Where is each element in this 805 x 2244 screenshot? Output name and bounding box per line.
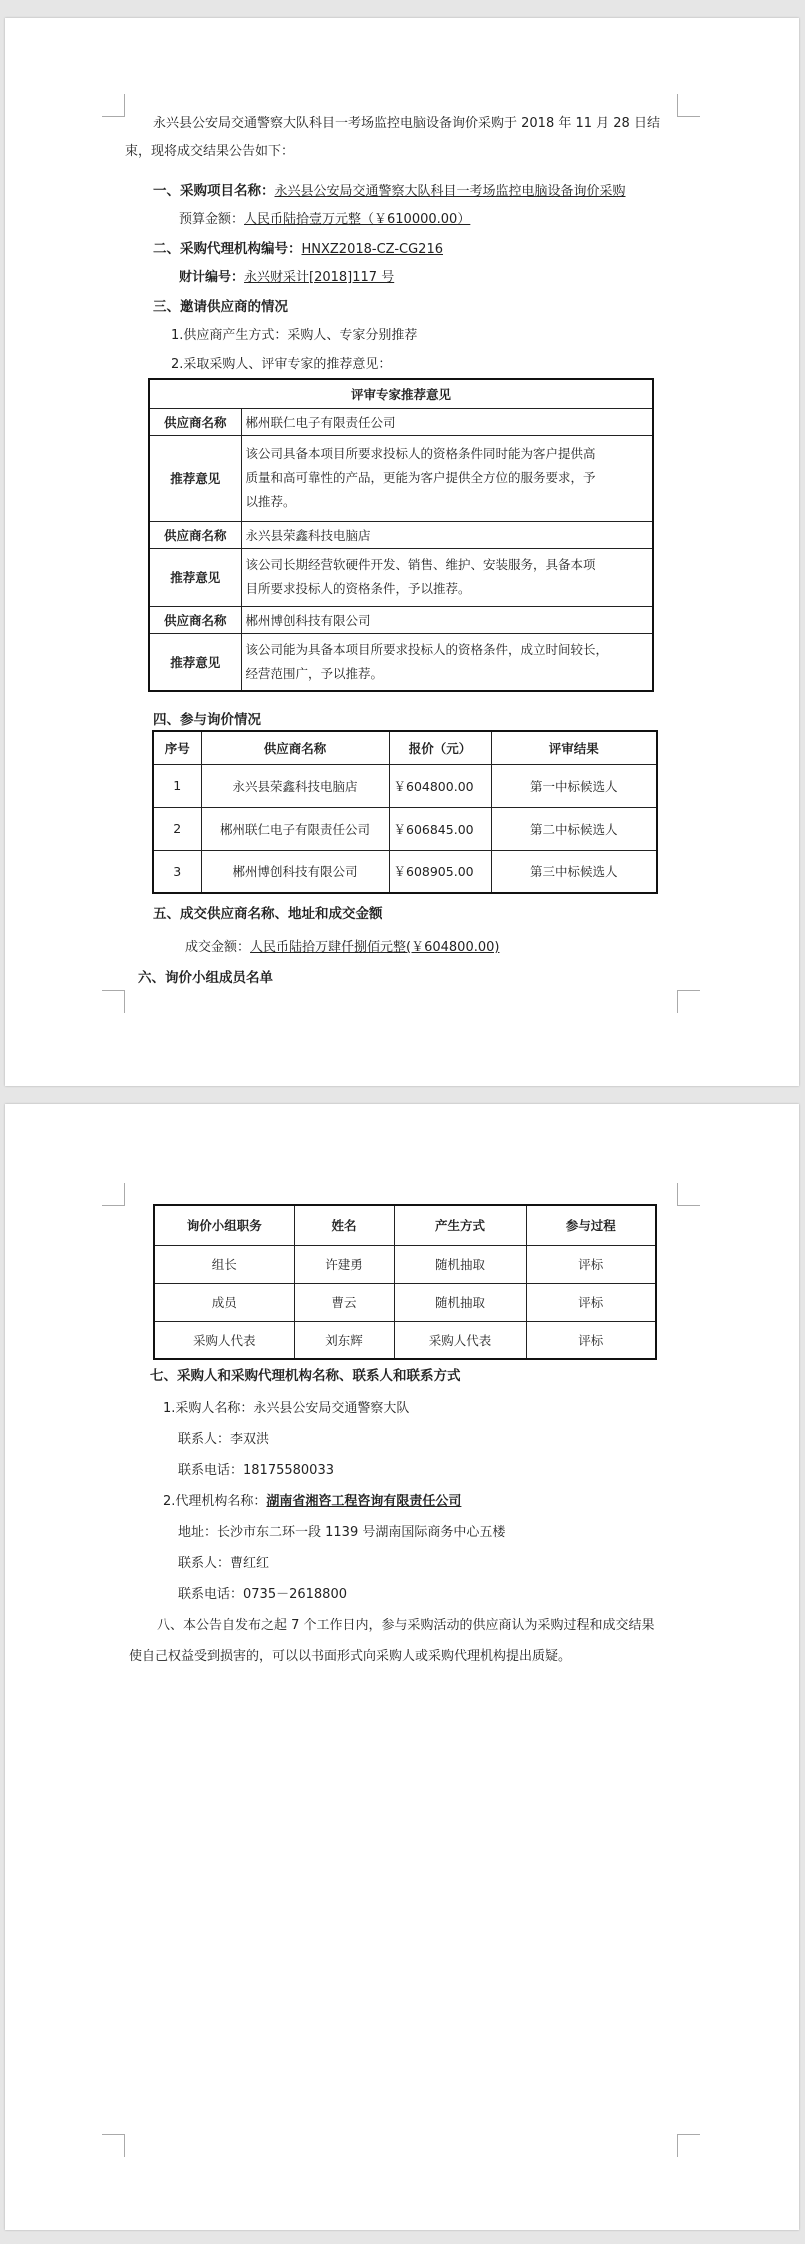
member-process: 评标 [526, 1321, 656, 1359]
page-corner-mark [677, 990, 700, 1013]
deal-amount-line [185, 938, 499, 958]
bid-table [152, 730, 658, 894]
bid-header-result: 评审结果 [491, 731, 657, 764]
finance-label: 财计编号： [179, 270, 245, 285]
page-corner-mark [677, 94, 700, 117]
bid-price: ￥606845.00 [389, 807, 491, 850]
section-4-heading: 四、参与询价情况 [153, 712, 261, 728]
agent-phone: 联系电话：0735－2618800 [178, 1587, 347, 1602]
intro-line-1: 永兴县公安局交通警察大队科目一考场监控电脑设备询价采购于 2018 年 11 月 28 日结 [153, 116, 660, 131]
team-header-method: 产生方式 [394, 1205, 526, 1245]
bid-index: 2 [153, 807, 201, 850]
bid-header-supplier: 供应商名称 [201, 731, 389, 764]
buyer-name: 1.采购人名称：永兴县公安局交通警察大队 [163, 1401, 410, 1416]
opinion-line: 该公司具备本项目所要求投标人的资格条件同时能为客户提供高 [245, 446, 596, 461]
table-row [153, 850, 657, 893]
project-name-value: 永兴县公安局交通警察大队科目一考场监控电脑设备询价采购 [274, 184, 626, 199]
bid-header-price: 报价（元） [389, 731, 491, 764]
member-name: 许建勇 [294, 1245, 394, 1283]
finance-number-line [179, 268, 394, 288]
section-3-heading: 三、邀请供应商的情况 [153, 299, 288, 315]
section-5-heading: 五、成交供应商名称、地址和成交金额 [153, 906, 383, 922]
recommendation-opinion [241, 633, 653, 691]
section-1-project-name [153, 181, 626, 202]
bid-index: 1 [153, 764, 201, 807]
recommendation-opinion [241, 548, 653, 606]
table-row [154, 1283, 656, 1321]
budget-line [179, 210, 470, 230]
member-role: 采购人代表 [154, 1321, 294, 1359]
recommendation-table [148, 378, 654, 692]
member-method: 随机抽取 [394, 1283, 526, 1321]
supplier-name-label: 供应商名称 [149, 408, 241, 435]
section-8-line-1: 八、本公告自发布之起 7 个工作日内，参与采购活动的供应商认为采购过程和成交结果 [157, 1618, 655, 1633]
recommended-supplier: 郴州博创科技有限公司 [241, 606, 653, 633]
table-row [153, 807, 657, 850]
member-role: 组长 [154, 1245, 294, 1283]
bid-index: 3 [153, 850, 201, 893]
section-8-line-2: 使自己权益受到损害的，可以以书面形式向采购人或采购代理机构提出质疑。 [129, 1649, 572, 1664]
deal-amount-value: 人民币陆拾万肆仟捌佰元整(￥604800.00) [250, 940, 500, 955]
budget-label: 预算金额： [179, 212, 245, 227]
section-3-item-2: 2.采取采购人、评审专家的推荐意见： [171, 357, 392, 372]
table-row [154, 1321, 656, 1359]
agency-number-value: HNXZ2018-CZ-CG216 [301, 242, 443, 257]
agent-contact: 联系人：曹红红 [178, 1556, 270, 1571]
table-row [154, 1245, 656, 1283]
team-header-role: 询价小组职务 [154, 1205, 294, 1245]
section-1-label: 一、采购项目名称： [153, 183, 275, 199]
intro-line-2: 束，现将成交结果公告如下： [125, 144, 295, 159]
bid-supplier: 郴州联仁电子有限责任公司 [201, 807, 389, 850]
buyer-phone: 联系电话：18175580033 [178, 1463, 334, 1478]
document-page-1 [5, 18, 799, 1086]
page-corner-mark [102, 94, 125, 117]
budget-value: 人民币陆拾壹万元整（￥610000.00） [244, 212, 471, 227]
page-corner-mark [677, 1183, 700, 1206]
buyer-contact: 联系人：李双洪 [178, 1432, 270, 1447]
member-name: 曹云 [294, 1283, 394, 1321]
section-7-heading: 七、采购人和采购代理机构名称、联系人和联系方式 [150, 1368, 461, 1384]
member-process: 评标 [526, 1283, 656, 1321]
member-process: 评标 [526, 1245, 656, 1283]
opinion-label: 推荐意见 [149, 435, 241, 521]
agent-name: 湖南省湘咨工程咨询有限责任公司 [266, 1494, 462, 1509]
supplier-name-label: 供应商名称 [149, 606, 241, 633]
member-role: 成员 [154, 1283, 294, 1321]
page-corner-mark [102, 990, 125, 1013]
team-header-name: 姓名 [294, 1205, 394, 1245]
page-corner-mark [677, 2134, 700, 2157]
inquiry-team-table [153, 1204, 657, 1360]
agent-line [163, 1492, 461, 1512]
opinion-label: 推荐意见 [149, 548, 241, 606]
deal-amount-label: 成交金额： [185, 940, 251, 955]
section-3-item-1: 1.供应商产生方式：采购人、专家分别推荐 [171, 328, 418, 343]
bid-header-index: 序号 [153, 731, 201, 764]
page-corner-mark [102, 2134, 125, 2157]
section-6-heading: 六、询价小组成员名单 [138, 970, 273, 986]
opinion-line: 以推荐。 [245, 494, 296, 509]
bid-supplier: 永兴县荣鑫科技电脑店 [201, 764, 389, 807]
document-page-2 [5, 1104, 799, 2230]
bid-supplier: 郴州博创科技有限公司 [201, 850, 389, 893]
bid-price: ￥604800.00 [389, 764, 491, 807]
recommended-supplier: 郴州联仁电子有限责任公司 [241, 408, 653, 435]
bid-price: ￥608905.00 [389, 850, 491, 893]
member-name: 刘东辉 [294, 1321, 394, 1359]
recommendation-opinion [241, 435, 653, 521]
member-method: 采购人代表 [394, 1321, 526, 1359]
supplier-name-label: 供应商名称 [149, 521, 241, 548]
page-corner-mark [102, 1183, 125, 1206]
recommended-supplier: 永兴县荣鑫科技电脑店 [241, 521, 653, 548]
bid-result: 第二中标候选人 [491, 807, 657, 850]
section-2-agency-number [153, 239, 443, 260]
opinion-line: 该公司长期经营软硬件开发、销售、维护、安装服务，具备本项 [245, 557, 596, 572]
opinion-line: 目所要求投标人的资格条件，予以推荐。 [245, 581, 471, 596]
finance-number-value: 永兴财采计[2018]117 号 [244, 270, 395, 285]
bid-result: 第三中标候选人 [491, 850, 657, 893]
bid-result: 第一中标候选人 [491, 764, 657, 807]
opinion-line: 质量和高可靠性的产品，更能为客户提供全方位的服务要求，予 [245, 470, 596, 485]
agent-address: 地址：长沙市东二环一段 1139 号湖南国际商务中心五楼 [178, 1525, 506, 1540]
opinion-label: 推荐意见 [149, 633, 241, 691]
team-header-process: 参与过程 [526, 1205, 656, 1245]
agent-label: 2.代理机构名称： [163, 1494, 267, 1509]
opinion-line: 该公司能为具备本项目所要求投标人的资格条件，成立时间较长， [245, 641, 609, 657]
section-2-label: 二、采购代理机构编号： [153, 241, 302, 257]
member-method: 随机抽取 [394, 1245, 526, 1283]
opinion-line: 经营范围广，予以推荐。 [245, 665, 384, 681]
table-row [153, 764, 657, 807]
recommendation-table-title: 评审专家推荐意见 [149, 379, 653, 408]
